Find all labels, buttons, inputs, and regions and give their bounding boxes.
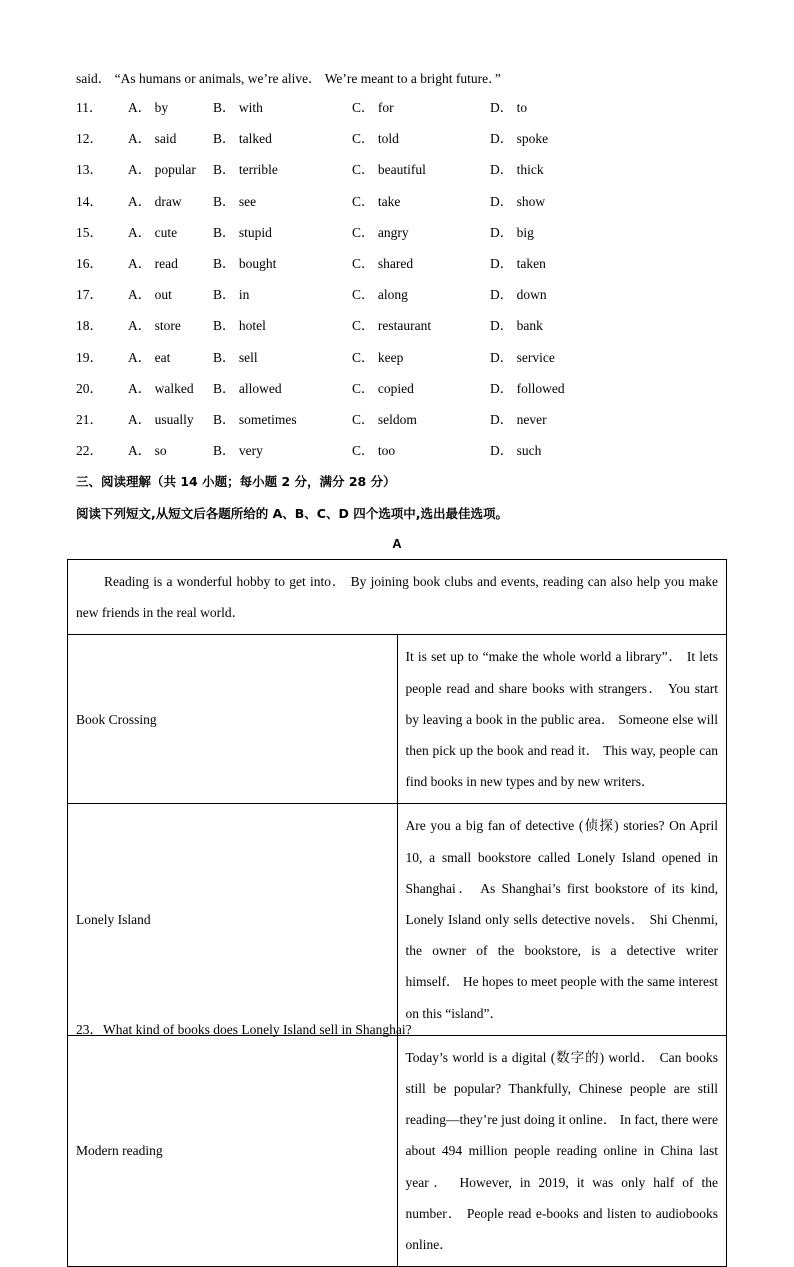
option-d: D． show xyxy=(490,193,546,209)
option-b: B． sell xyxy=(213,349,258,365)
question-number: 19． xyxy=(76,349,103,365)
row-heading: Lonely Island xyxy=(68,804,398,1035)
option-b: B． stupid xyxy=(213,224,272,240)
question-number: 20． xyxy=(76,380,103,396)
option-c: C． beautiful xyxy=(352,162,426,178)
option-row xyxy=(76,129,716,160)
row-heading: Modern reading xyxy=(68,1035,398,1266)
intro-line: said． “As humans or animals, we’re alive． We’re meant to a bright future．” xyxy=(76,71,501,86)
option-b: B． see xyxy=(213,193,257,209)
option-d: D． such xyxy=(490,443,542,459)
option-row xyxy=(76,98,716,129)
option-c: C． angry xyxy=(352,224,409,240)
options-list xyxy=(76,98,716,472)
option-row xyxy=(76,254,716,285)
option-d: D． to xyxy=(490,100,528,115)
passage-label: A xyxy=(392,536,402,551)
question-number: 12． xyxy=(76,131,103,147)
option-d: D． followed xyxy=(490,380,565,396)
row-text: It is set up to “make the whole world a library”． It lets people read and share books with strangers． You start by leaving a book in the public area． Someone else will then pick up the book and read it． This way, people can find books in new types and by new writers． xyxy=(397,635,727,804)
option-row xyxy=(76,379,716,410)
table-row xyxy=(68,635,727,804)
table-row xyxy=(68,1035,727,1266)
question-23: 23．What kind of books does Lonely Island sell in Shanghai? xyxy=(76,1022,412,1037)
option-c: C． told xyxy=(352,131,399,147)
option-a: A． popular xyxy=(128,162,196,178)
option-row xyxy=(76,410,716,441)
section-instruction: 阅读下列短文,从短文后各题所给的 A、B、C、D 四个选项中,选出最佳选项。 xyxy=(76,506,508,521)
option-d: D． service xyxy=(490,349,555,365)
row-text: Today’s world is a digital (数字的) world． Can books still be popular? Thankfully, Chinese people are still reading—they’re just doing it online． In fact, there were about 494 million people reading online in China last year． However, in 2019, it was only half of the number． People read e-books and listen to audiobooks online． xyxy=(397,1035,727,1266)
table-row xyxy=(68,804,727,1035)
option-b: B． with xyxy=(213,100,263,115)
option-a: A． read xyxy=(128,255,178,271)
question-number: 15． xyxy=(76,224,103,240)
section-title: 三、阅读理解（共 14 小题；每小题 2 分，满分 28 分） xyxy=(76,474,396,489)
option-a: A． out xyxy=(128,287,172,303)
option-d: D． bank xyxy=(490,318,543,334)
option-row xyxy=(76,160,716,191)
option-row xyxy=(76,192,716,223)
option-b: B． hotel xyxy=(213,318,266,334)
option-a: A． usually xyxy=(128,411,194,427)
question-number: 22． xyxy=(76,443,103,459)
question-number: 21． xyxy=(76,411,103,427)
question-number: 17． xyxy=(76,287,103,303)
option-row xyxy=(76,316,716,347)
option-c: C． copied xyxy=(352,380,414,396)
option-a: A． eat xyxy=(128,349,171,365)
option-row xyxy=(76,348,716,379)
option-a: A． said xyxy=(128,131,177,147)
option-c: C． keep xyxy=(352,349,404,365)
row-text: Are you a big fan of detective (侦探) stories? On April 10, a small bookstore called Lonely Island opened in Shanghai． As Shanghai’s first bookstore of its kind, Lonely Island only sells detective novels． Shi Chenmi, the owner of the bookstore, is a detective writer himself． He hopes to meet people with the same interest on this “island”． xyxy=(397,804,727,1035)
option-b: B． talked xyxy=(213,131,272,147)
reading-table xyxy=(67,559,727,1267)
option-b: B． very xyxy=(213,443,263,459)
option-d: D． big xyxy=(490,224,534,240)
option-d: D． thick xyxy=(490,162,544,178)
option-c: C． restaurant xyxy=(352,318,432,334)
option-b: B． terrible xyxy=(213,162,278,178)
option-row xyxy=(76,285,716,316)
option-a: A． walked xyxy=(128,380,194,396)
option-c: C． along xyxy=(352,287,408,303)
option-b: B． in xyxy=(213,287,250,303)
option-b: B． sometimes xyxy=(213,411,297,427)
option-d: D． never xyxy=(490,411,547,427)
table-intro-row xyxy=(68,560,727,635)
option-a: A． cute xyxy=(128,224,178,240)
question-number: 13． xyxy=(76,162,103,178)
option-b: B． allowed xyxy=(213,380,282,396)
option-a: A． by xyxy=(128,100,169,115)
question-number: 11． xyxy=(76,100,103,115)
option-a: A． draw xyxy=(128,193,182,209)
table-intro-cell: Reading is a wonderful hobby to get into． By joining book clubs and events, reading can also help you make new friends in the real world． xyxy=(68,560,727,635)
option-c: C． shared xyxy=(352,255,414,271)
option-d: D． down xyxy=(490,287,547,303)
question-number: 18． xyxy=(76,318,103,334)
option-a: A． store xyxy=(128,318,181,334)
option-c: C． too xyxy=(352,443,396,459)
option-a: A． so xyxy=(128,443,167,459)
option-d: D． taken xyxy=(490,255,546,271)
question-number: 14． xyxy=(76,193,103,209)
option-b: B． bought xyxy=(213,255,277,271)
option-c: C． seldom xyxy=(352,411,417,427)
option-row xyxy=(76,441,716,472)
option-d: D． spoke xyxy=(490,131,549,147)
option-c: C． take xyxy=(352,193,401,209)
question-number: 16． xyxy=(76,255,103,271)
row-heading: Book Crossing xyxy=(68,635,398,804)
option-c: C． for xyxy=(352,100,394,115)
option-row xyxy=(76,223,716,254)
